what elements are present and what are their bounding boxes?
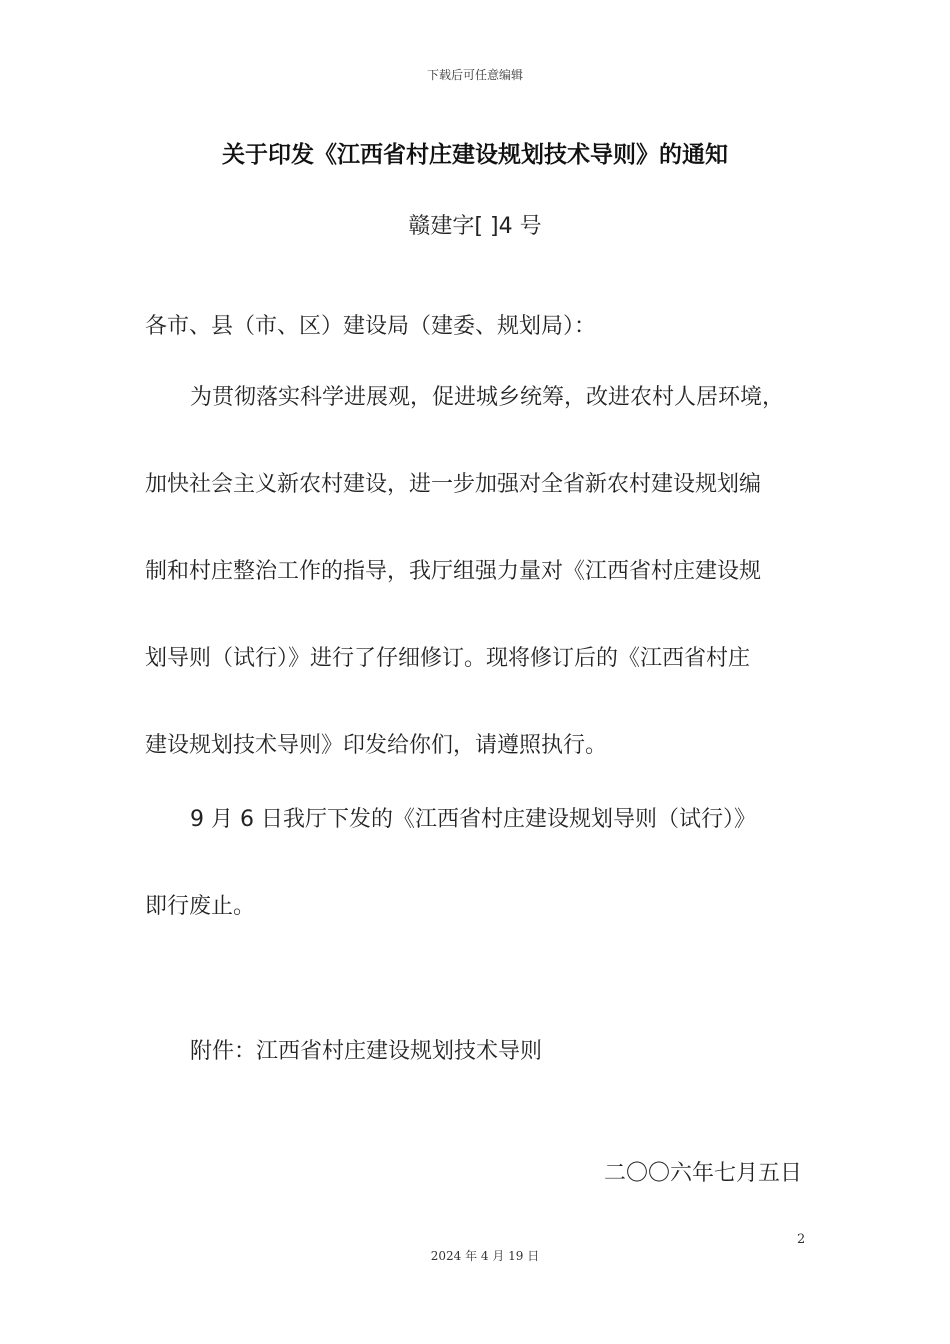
- paragraph-line: 制和村庄整治工作的指导，我厅组强力量对《江西省村庄建设规: [145, 559, 762, 584]
- paragraph-line: 即行废止。: [145, 894, 256, 919]
- salutation: 各市、县（市、区）建设局（建委、规划局）：: [145, 314, 597, 339]
- paragraph-line: 9 月 6 日我厅下发的《江西省村庄建设规划导则（试行）》: [190, 807, 756, 832]
- attachment-line: 附件：江西省村庄建设规划技术导则: [190, 1039, 543, 1064]
- paragraph-line: 建设规划技术导则》印发给你们，请遵照执行。: [145, 733, 608, 758]
- issue-date: 二〇〇六年七月五日: [604, 1161, 803, 1186]
- paragraph-line: 为贯彻落实科学进展观，促进城乡统筹，改进农村人居环境，: [190, 385, 785, 410]
- paragraph-line: 划导则（试行）》进行了仔细修订。现将修订后的《江西省村庄: [145, 646, 751, 671]
- footer-date: 2024 年 4 月 19 日: [430, 1249, 540, 1263]
- paragraph-line: 加快社会主义新农村建设，进一步加强对全省新农村建设规划编: [145, 472, 762, 497]
- page-number: 2: [797, 1232, 806, 1247]
- document-number: 赣建字[ ]4 号: [408, 214, 542, 239]
- document-title: 关于印发《江西省村庄建设规划技术导则》的通知: [222, 142, 728, 168]
- header-note: 下载后可任意编辑: [426, 68, 523, 82]
